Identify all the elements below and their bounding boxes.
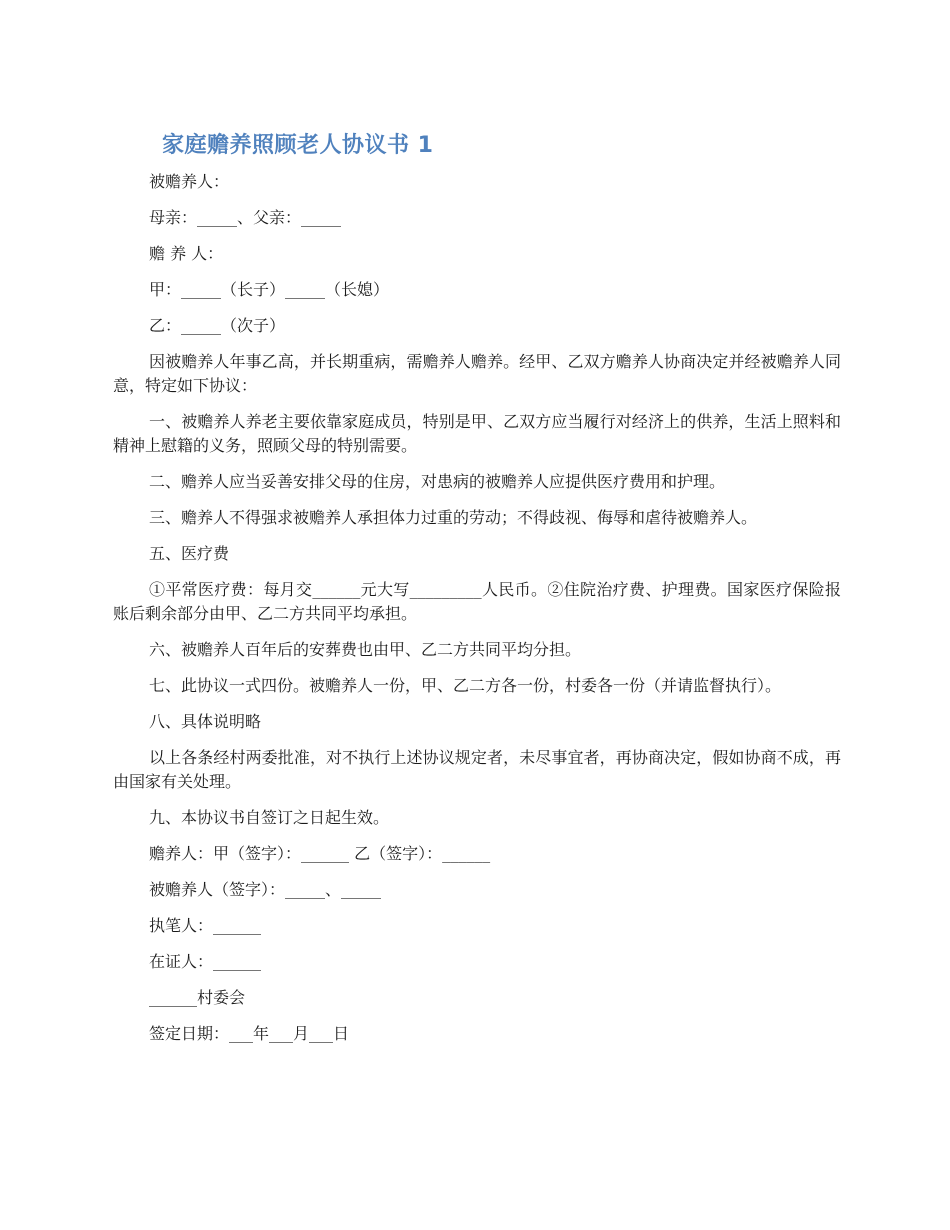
paragraph-party-a: 甲：_____（长子）_____（长媳） [149, 280, 390, 299]
paragraph-clause-2: 二、赡养人应当妥善安排父母的住房，对患病的被赡养人应提供医疗费用和护理。 [149, 472, 726, 491]
paragraph-supporters-label: 赡 养 人： [149, 244, 224, 263]
paragraph-clause-8: 八、具体说明略 [149, 712, 262, 731]
paragraph-clause-5: 五、医疗费 [149, 544, 230, 563]
paragraph-parents: 母亲：_____、父亲：_____ [149, 208, 342, 227]
signature-dependents: 被赡养人（签字）：_____、_____ [149, 880, 382, 899]
signature-writer: 执笔人：______ [149, 916, 262, 935]
signature-supporters: 赡养人：甲（签字）：______ 乙（签字）：______ [149, 844, 491, 863]
paragraph-medical-fees: ①平常医疗费：每月交______元大写_________人民币。②住院治疗费、护理费。国家医疗保险报账后剩余部分由甲、乙二方共同平均承担。 [113, 580, 841, 623]
paragraph-clause-6: 六、被赡养人百年后的安葬费也由甲、乙二方共同平均分担。 [149, 640, 582, 659]
signature-witness: 在证人：______ [149, 952, 262, 971]
paragraph-clause-7: 七、此协议一式四份。被赡养人一份，甲、乙二方各一份，村委各一份（并请监督执行）。 [149, 676, 782, 695]
paragraph-approval: 以上各条经村两委批准，对不执行上述协议规定者，未尽事宜者，再协商决定，假如协商不成，再由国家有关处理。 [113, 748, 841, 791]
paragraph-clause-9: 九、本协议书自签订之日起生效。 [149, 808, 390, 827]
document-body [113, 170, 841, 1058]
paragraph-clause-3: 三、赡养人不得强求被赡养人承担体力过重的劳动；不得歧视、侮辱和虐待被赡养人。 [149, 508, 758, 527]
paragraph-dependents-label: 被赡养人： [149, 172, 230, 191]
paragraph-preamble: 因被赡养人年事乙高，并长期重病，需赡养人赡养。经甲、乙双方赡养人协商决定并经被赡养人同意，特定如下协议： [113, 352, 841, 395]
paragraph-party-b: 乙：_____（次子） [149, 316, 286, 335]
document-title: 家庭赡养照顾老人协议书 1 [162, 133, 434, 158]
signature-village-committee: ______村委会 [149, 988, 246, 1007]
signing-date: 签定日期：___年___月___日 [149, 1024, 350, 1043]
paragraph-clause-1: 一、被赡养人养老主要依靠家庭成员，特别是甲、乙双方应当履行对经济上的供养，生活上照料和精神上慰籍的义务，照顾父母的特别需要。 [113, 412, 841, 455]
